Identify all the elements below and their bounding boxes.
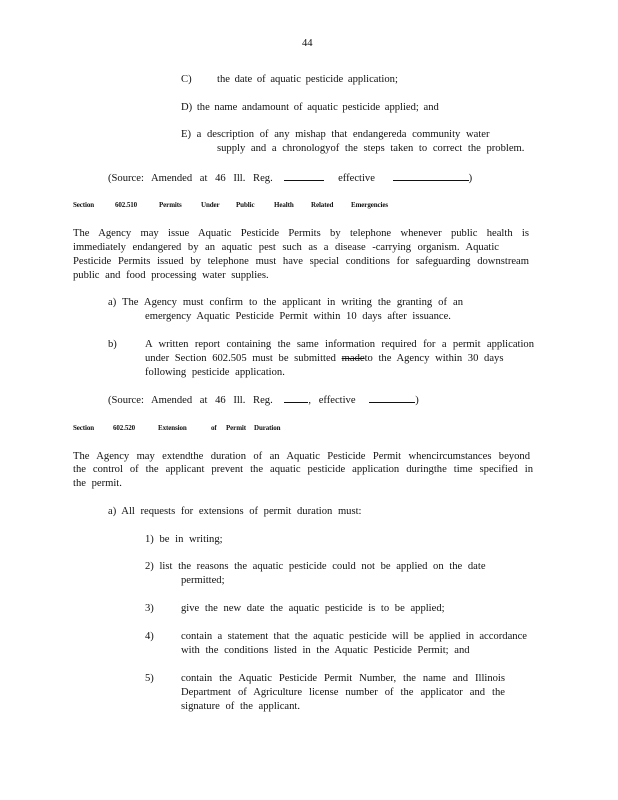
subsection-a-text: a) All requests for extensions of permit duration must: xyxy=(108,506,362,517)
list-item-1: 1) be in writing; xyxy=(145,534,223,545)
reg-blank xyxy=(284,171,324,181)
heading-section-number: 602.520 xyxy=(113,424,136,432)
item-c-text: the date of aquatic pesticide application; xyxy=(217,74,398,85)
heading-word: Health xyxy=(274,201,294,209)
effective-blank xyxy=(393,171,469,181)
subsection-b-label: b) xyxy=(108,339,117,350)
source-prefix: (Source: Amended at 46 Ill. Reg. xyxy=(108,395,273,406)
item-d-text: D) the name andamount of aquatic pesticide applied; and xyxy=(181,102,439,113)
list-item-2: 2) list the reasons the aquatic pesticide could not be applied on the date xyxy=(145,561,486,572)
b-line2-pre: under Section 602.505 must be submitted xyxy=(145,353,336,364)
heading-section-word: Section xyxy=(73,424,95,432)
paragraph-line: Pesticide Permits issued by telephone must have special conditions for safeguarding downstream xyxy=(73,256,529,267)
heading-word: Under xyxy=(201,201,220,209)
list-item-5-label: 5) xyxy=(145,673,154,684)
source-close: ) xyxy=(468,173,473,184)
heading-word: Permit xyxy=(226,424,246,432)
paragraph-line: the control of the applicant prevent the aquatic pesticide application duringthe time specified in xyxy=(73,464,533,475)
item-c-label: C) xyxy=(181,74,192,85)
subsection-b-line3: following pesticide application. xyxy=(145,367,285,378)
heading-word: Emergencies xyxy=(351,201,388,209)
heading-word: Extension xyxy=(158,424,187,432)
item-e-line1: E) a description of any mishap that endangereda community water xyxy=(181,129,490,140)
paragraph-line: The Agency may extendthe duration of an Aquatic Pesticide Permit whencircumstances beyond xyxy=(73,451,530,462)
heading-word: Duration xyxy=(254,424,281,432)
effective-blank xyxy=(369,393,415,403)
paragraph-line: immediately endangered by an aquatic pest such as a disease -carrying organism. Aquatic xyxy=(73,242,499,253)
source-effective: effective xyxy=(338,173,375,184)
list-item-5-text: contain the Aquatic Pesticide Permit Number, the name and Illinois xyxy=(181,673,505,684)
heading-word: Permits xyxy=(159,201,182,209)
source-prefix: (Source: Amended at 46 Ill. Reg. xyxy=(108,173,273,184)
list-item-2-cont: permitted; xyxy=(181,575,225,586)
list-item-3-label: 3) xyxy=(145,603,154,614)
subsection-b-line1: A written report containing the same information required for a permit application xyxy=(145,339,534,350)
subsection-a-line2: emergency Aquatic Pesticide Permit within 10 days after issuance. xyxy=(145,311,451,322)
paragraph-line: The Agency may issue Aquatic Pesticide Permits by telephone whenever public health is xyxy=(73,228,529,239)
b-line2-post: to the Agency within 30 days xyxy=(364,353,504,364)
list-item-3-text: give the new date the aquatic pesticide is to be applied; xyxy=(181,603,445,614)
paragraph-line: the permit. xyxy=(73,478,122,489)
heading-word: of xyxy=(211,424,217,432)
heading-section-number: 602.510 xyxy=(115,201,138,209)
heading-word: Related xyxy=(311,201,334,209)
list-item-5-cont2: signature of the applicant. xyxy=(181,701,301,712)
source-note-505 xyxy=(108,171,472,185)
struck-text: made xyxy=(341,353,365,364)
subsection-a-line1: a) The Agency must confirm to the applicant in writing the granting of an xyxy=(108,297,463,308)
subsection-b-line2 xyxy=(145,352,503,365)
reg-blank xyxy=(284,393,308,403)
page-number: 44 xyxy=(302,38,313,49)
paragraph-line: public and food processing water supplies. xyxy=(73,270,269,281)
list-item-4-cont: with the conditions listed in the Aquatic Pesticide Permit; and xyxy=(181,645,470,656)
source-close: ) xyxy=(415,395,419,406)
heading-section-word: Section xyxy=(73,201,95,209)
list-item-4-label: 4) xyxy=(145,631,154,642)
source-note-510 xyxy=(108,393,419,407)
heading-word: Public xyxy=(236,201,255,209)
list-item-4-text: contain a statement that the aquatic pesticide will be applied in accordance xyxy=(181,631,527,642)
source-effective: , effective xyxy=(308,395,356,406)
list-item-5-cont: Department of Agriculture license number of the applicator and the xyxy=(181,687,505,698)
item-e-line2: supply and a chronologyof the steps taken to correct the problem. xyxy=(217,143,525,154)
